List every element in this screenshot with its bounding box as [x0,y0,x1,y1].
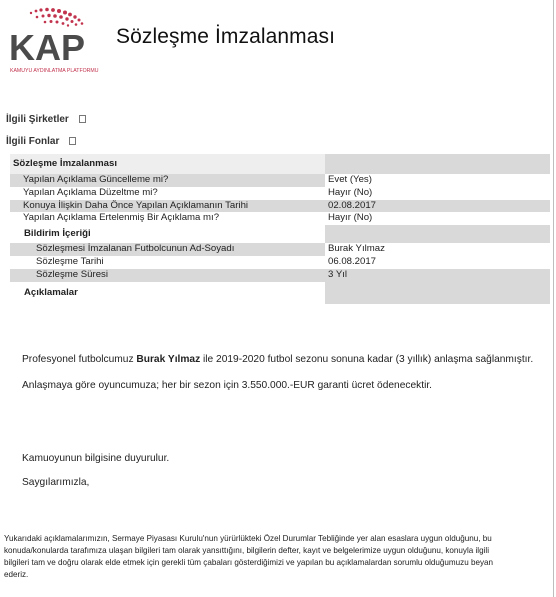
kap-logo-graphic [7,5,103,75]
paragraph-4: Saygılarımızla, [22,477,90,488]
table-row: Sözleşme Süresi 3 Yıl [10,269,550,282]
explanations-title: Açıklamalar [24,286,78,298]
paragraph-3: Kamuoyunun bilgisine duyurulur. [22,453,170,464]
table-row: Konuya İlişkin Daha Önce Yapılan Açıklamanın Tarihi 02.08.2017 [10,200,550,213]
table-row: Yapılan Açıklama Düzeltme mi? Hayır (No) [10,187,550,200]
related-companies-text: İlgili Şirketler [6,114,69,125]
table-row: Yapılan Açıklama Ertelenmiş Bir Açıklama mı? Hayır (No) [10,212,550,225]
player-name: Burak Yılmaz [136,354,201,365]
disclosure-table [10,154,550,304]
logo-subtext: KAMUYU AYDINLATMA PLATFORMU [10,68,99,74]
footer-disclaimer: Yukarıdaki açıklamalarımızın, Sermaye Piyasası Kurulu'nun yürürlükteki Özel Durumlar Tebliğinde yer alan esaslara uygun olduğunu, bu konuda/konularda tarafımıza ulaşan bilgileri tam olarak yansıttığını, bilgilerin defter, kayıt ve belgelerimize uygun olduğunu, konuyla ilgili bilgileri tam ve doğru olarak elde etmek için gerekli tüm çabaları gösterdiğimizi ve yapılan bu açıklamalardan sorumlu olduğumuzu beyan ederiz. [4,534,494,579]
related-funds-text: İlgili Fonlar [6,136,60,147]
related-funds-label [6,136,76,147]
subsection-header [10,225,550,243]
logo-letters: KAP [9,27,86,68]
related-companies-label [6,114,86,125]
paragraph-2: Anlaşmaya göre oyuncumuza; her bir sezon için 3.550.000.-EUR garanti ücret ödenecektir. [22,380,432,391]
subsection-title: Bildirim İçeriği [24,228,91,240]
paragraph-1: Profesyonel futbolcumuz Burak Yılmaz ile 2019-2020 futbol sezonu sonuna kadar (3 yıllık) anlaşma sağlanmıştır. [22,354,534,365]
related-funds-box [69,137,76,145]
kap-logo [7,5,103,75]
table-row: Sözleşmesi İmzalanan Futbolcunun Ad-Soyadı Burak Yılmaz [10,243,550,256]
related-companies-box [79,115,86,123]
right-border [553,0,554,597]
table-row: Yapılan Açıklama Güncelleme mi? Evet (Yes) [10,174,550,187]
page-title: Sözleşme İmzalanması [116,25,336,48]
explanations-header [10,282,550,304]
table-row: Sözleşme Tarihi 06.08.2017 [10,256,550,269]
table-section-header [10,154,550,174]
section-title: Sözleşme İmzalanması [13,158,117,169]
